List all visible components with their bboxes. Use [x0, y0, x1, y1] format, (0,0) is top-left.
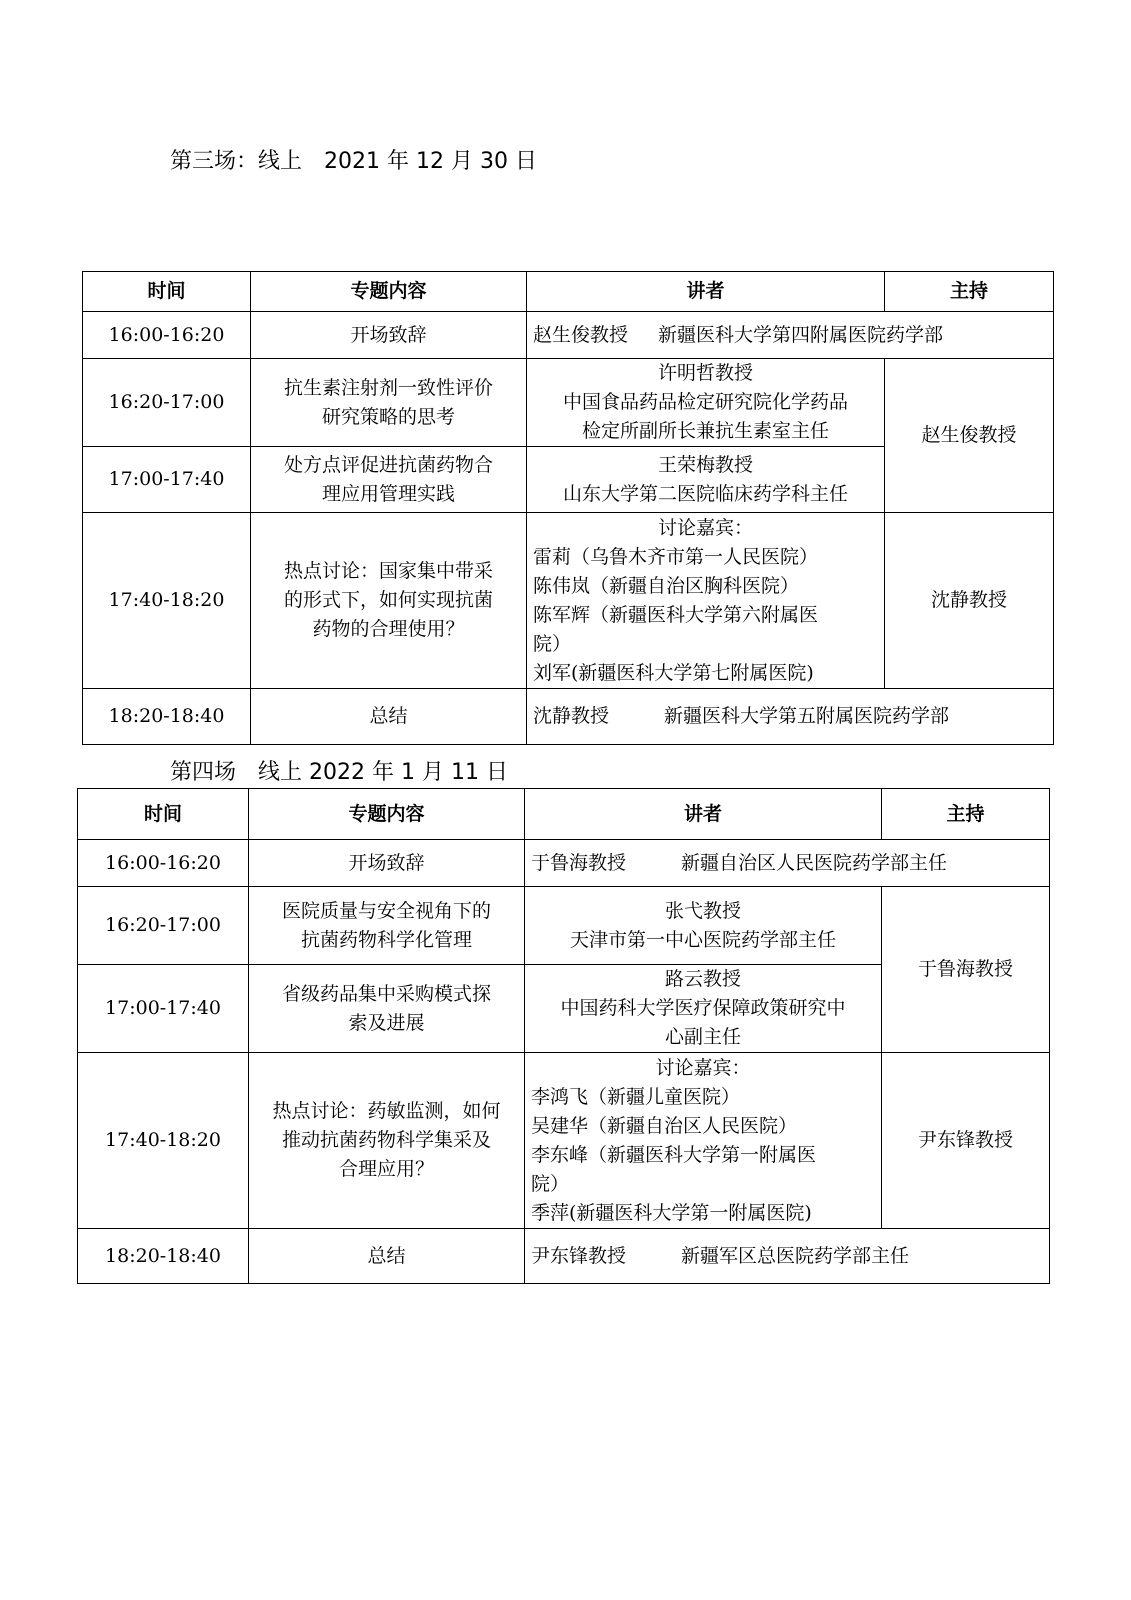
topic-line: 医院质量与安全视角下的	[281, 899, 491, 922]
topic-line: 抗菌药物科学化管理	[300, 928, 472, 951]
speaker-line: 李东峰（新疆医科大学第一附属医	[531, 1143, 817, 1166]
speaker-name: 尹东锋教授	[531, 1244, 627, 1267]
topic-cell	[251, 447, 527, 513]
topic-line: 热点讨论：药敏监测，如何	[272, 1100, 501, 1122]
table-row	[83, 359, 1054, 447]
session3-heading: 第三场：线上 2021 年 12 月 30 日	[170, 149, 537, 174]
header-topic: 专题内容	[251, 272, 527, 312]
header-host: 主持	[885, 272, 1054, 312]
header-speaker: 讲者	[527, 272, 885, 312]
speaker-line: 李鸿飞（新疆儿童医院）	[531, 1085, 741, 1108]
topic-cell	[249, 965, 525, 1053]
topic-line: 药物的合理使用？	[312, 618, 465, 640]
session4-heading: 第四场 线上 2022 年 1 月 11 日	[170, 760, 508, 785]
speaker-org: 新疆自治区人民医院药学部主任	[681, 851, 948, 874]
table-row	[78, 1229, 1050, 1284]
host-cell: 尹东锋教授	[882, 1053, 1050, 1229]
host-cell: 沈静教授	[885, 513, 1054, 689]
session4-schedule-table	[77, 788, 1050, 1284]
speaker-line: 雷莉（乌鲁木齐市第一人民医院）	[533, 545, 819, 568]
speaker-line: 院）	[533, 632, 572, 655]
speaker-name: 讨论嘉宾：	[655, 1056, 751, 1079]
speaker-cell	[525, 840, 1050, 887]
speaker-name: 王荣梅教授	[657, 453, 753, 476]
table-row	[78, 887, 1050, 965]
speaker-line: 天津市第一中心医院药学部主任	[569, 928, 836, 951]
table-row	[78, 1053, 1050, 1229]
speaker-cell	[527, 359, 885, 447]
time-cell: 16:20-17:00	[78, 887, 249, 965]
topic-line: 理应用管理实践	[321, 482, 455, 505]
topic-cell: 总结	[249, 1229, 525, 1284]
topic-cell	[249, 887, 525, 965]
speaker-org: 新疆军区总医院药学部主任	[681, 1244, 910, 1267]
speaker-org: 新疆医科大学第五附属医院药学部	[664, 705, 950, 727]
speaker-name: 张弋教授	[664, 899, 741, 922]
topic-line: 抗生素注射剂一致性评价	[283, 376, 493, 399]
topic-cell	[249, 1053, 525, 1229]
speaker-line: 刘军(新疆医科大学第七附属医院)	[533, 661, 814, 684]
speaker-cell	[525, 965, 882, 1053]
table-row	[78, 840, 1050, 887]
speaker-line: 山东大学第二医院临床药学科主任	[562, 482, 848, 505]
speaker-line: 院）	[531, 1172, 570, 1195]
speaker-cell	[527, 513, 885, 689]
speaker-cell	[527, 447, 885, 513]
table-row	[83, 312, 1054, 359]
topic-line: 热点讨论：国家集中带采	[283, 560, 493, 582]
time-cell: 18:20-18:40	[78, 1229, 249, 1284]
session3-schedule-table	[82, 271, 1054, 745]
speaker-cell	[525, 1229, 1050, 1284]
speaker-line: 中国药科大学医疗保障政策研究中	[560, 997, 846, 1019]
speaker-line: 检定所副所长兼抗生素室主任	[581, 420, 829, 442]
time-cell: 17:00-17:40	[78, 965, 249, 1053]
speaker-cell	[527, 312, 1054, 359]
speaker-name: 沈静教授	[533, 705, 610, 727]
header-time: 时间	[83, 272, 251, 312]
table-header-row	[83, 272, 1054, 312]
speaker-line: 中国食品药品检定研究院化学药品	[562, 391, 848, 413]
speaker-org: 新疆医科大学第四附属医院药学部	[658, 323, 944, 346]
header-time: 时间	[78, 789, 249, 840]
speaker-line: 陈伟岚（新疆自治区胸科医院）	[533, 574, 800, 597]
topic-cell	[251, 513, 527, 689]
header-host: 主持	[882, 789, 1050, 840]
topic-cell: 总结	[251, 689, 527, 745]
host-cell: 于鲁海教授	[882, 887, 1050, 1053]
topic-line: 省级药品集中采购模式探	[281, 982, 491, 1005]
topic-line: 推动抗菌药物科学集采及	[281, 1129, 491, 1151]
topic-line: 处方点评促进抗菌药物合	[283, 453, 493, 476]
speaker-cell	[525, 1053, 882, 1229]
time-cell: 16:00-16:20	[78, 840, 249, 887]
topic-line: 的形式下，如何实现抗菌	[283, 589, 493, 611]
speaker-name: 路云教授	[664, 968, 741, 990]
topic-line: 索及进展	[348, 1011, 425, 1034]
time-cell: 17:00-17:40	[83, 447, 251, 513]
speaker-name: 赵生俊教授	[533, 323, 629, 346]
speaker-name: 于鲁海教授	[531, 851, 627, 874]
header-topic: 专题内容	[249, 789, 525, 840]
topic-cell: 开场致辞	[249, 840, 525, 887]
speaker-line: 季萍(新疆医科大学第一附属医院)	[531, 1201, 812, 1224]
time-cell: 16:00-16:20	[83, 312, 251, 359]
speaker-line: 陈军辉（新疆医科大学第六附属医	[533, 603, 819, 626]
topic-cell	[251, 359, 527, 447]
host-cell: 赵生俊教授	[885, 359, 1054, 513]
topic-cell: 开场致辞	[251, 312, 527, 359]
time-cell: 16:20-17:00	[83, 359, 251, 447]
table-header-row	[78, 789, 1050, 840]
speaker-line: 心副主任	[664, 1026, 741, 1048]
header-speaker: 讲者	[525, 789, 882, 840]
speaker-cell	[525, 887, 882, 965]
time-cell: 17:40-18:20	[83, 513, 251, 689]
topic-line: 合理应用？	[338, 1158, 434, 1180]
speaker-cell	[527, 689, 1054, 745]
speaker-name: 许明哲教授	[657, 362, 753, 384]
speaker-line: 吴建华（新疆自治区人民医院）	[531, 1114, 798, 1137]
topic-line: 研究策略的思考	[321, 405, 455, 428]
table-row	[83, 689, 1054, 745]
time-cell: 17:40-18:20	[78, 1053, 249, 1229]
table-row	[83, 513, 1054, 689]
speaker-name: 讨论嘉宾：	[657, 516, 753, 539]
time-cell: 18:20-18:40	[83, 689, 251, 745]
